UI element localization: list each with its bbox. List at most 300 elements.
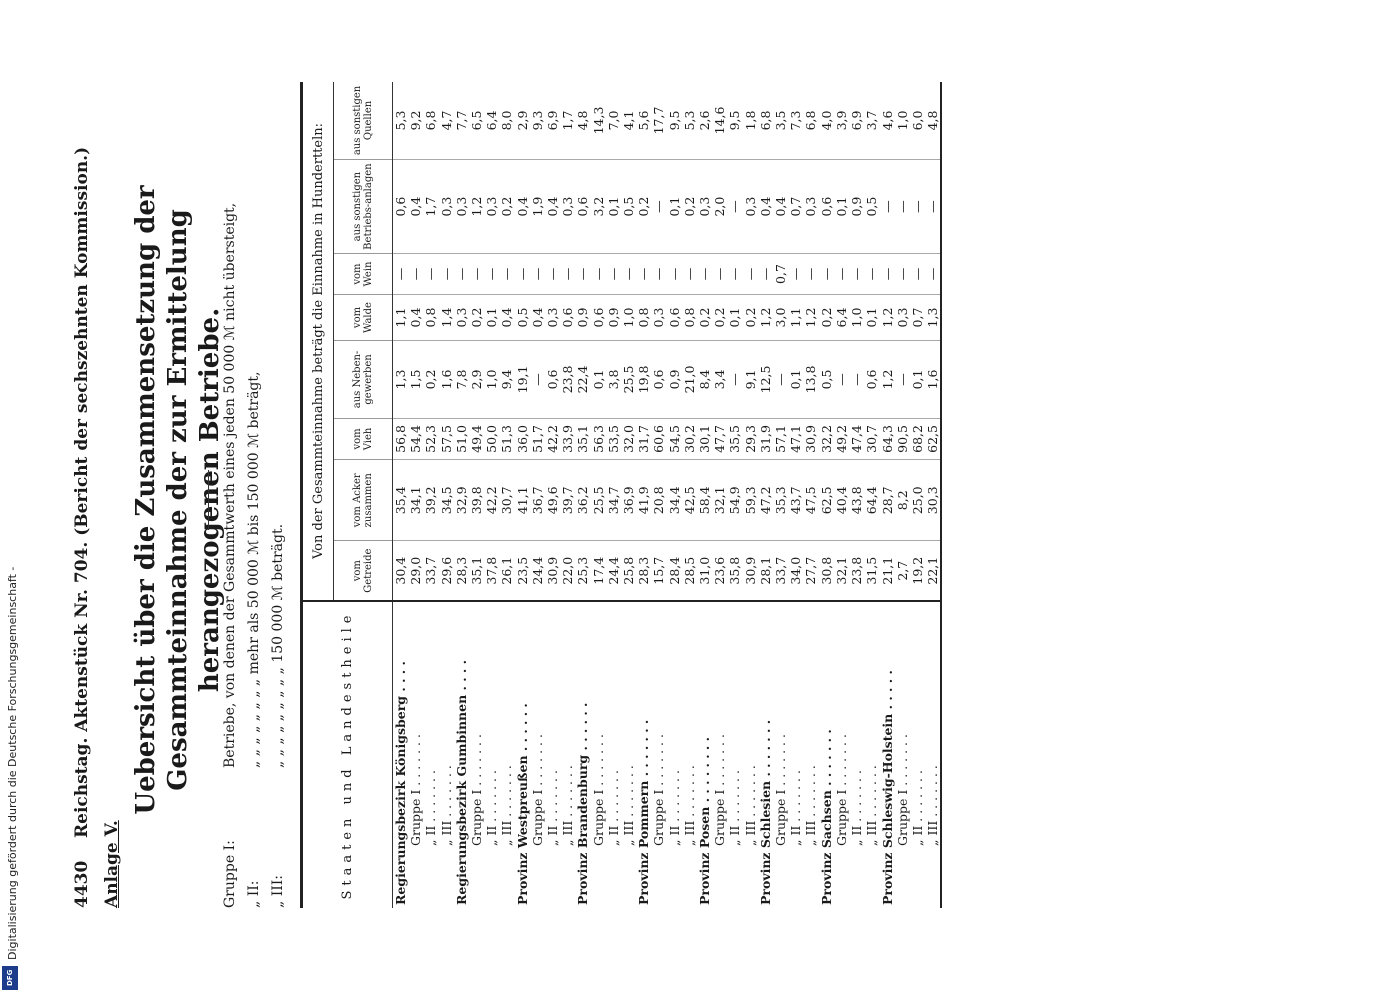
row-label — [530, 601, 545, 908]
table-row — [758, 82, 773, 908]
table-cell: 0,2 — [636, 159, 651, 253]
table-row — [621, 82, 636, 908]
table-cell: — — [788, 254, 803, 295]
table-row — [636, 82, 651, 908]
table-cell: 36,2 — [575, 460, 590, 541]
table-cell: 0,5 — [515, 294, 530, 340]
table-cell: 1,5 — [408, 341, 423, 418]
table-cell: 0,6 — [545, 341, 560, 418]
table-cell: 32,1 — [712, 460, 727, 541]
row-label — [651, 601, 666, 908]
table-cell: 2,6 — [697, 82, 712, 159]
table-cell: 34,4 — [667, 460, 682, 541]
table-cell: 0,9 — [606, 294, 621, 340]
table-cell: 51,0 — [454, 418, 469, 460]
table-row — [910, 82, 925, 908]
row-label — [423, 601, 438, 908]
table-cell: 0,4 — [545, 159, 560, 253]
table-body — [393, 82, 942, 908]
table-cell: 0,4 — [408, 294, 423, 340]
row-label-text: „ III . . . . . . . — [742, 765, 758, 846]
table-cell: 0,4 — [758, 159, 773, 253]
table-cell: 3,0 — [773, 294, 788, 340]
table-cell: 0,2 — [819, 294, 834, 340]
table-cell: — — [575, 254, 590, 295]
table-cell: 5,3 — [682, 82, 697, 159]
table-cell: 47,2 — [758, 460, 773, 541]
table-cell: — — [849, 341, 864, 418]
table-cell: 6,8 — [758, 82, 773, 159]
table-cell: — — [651, 254, 666, 295]
table-cell: 49,4 — [469, 418, 484, 460]
table-row — [575, 82, 590, 908]
row-label — [758, 601, 773, 908]
row-label — [803, 601, 818, 908]
table-cell: 30,8 — [819, 541, 834, 601]
table-cell: 0,8 — [636, 294, 651, 340]
table-cell: — — [621, 254, 636, 295]
row-label — [575, 601, 590, 908]
table-cell: 7,0 — [606, 82, 621, 159]
table-cell: 54,9 — [727, 460, 742, 541]
table-cell: 0,1 — [667, 159, 682, 253]
table-cell: 0,2 — [682, 159, 697, 253]
table-cell: 6,9 — [849, 82, 864, 159]
row-label — [636, 601, 651, 908]
table-cell: 0,1 — [788, 341, 803, 418]
table-cell: 26,1 — [499, 541, 514, 601]
table-row — [423, 82, 438, 908]
group-text: „ „ „ „ „ „ „ „ mehr als 50 000 ℳ bis 150 000 ℳ beträgt, — [246, 371, 262, 768]
table-cell: 14,6 — [712, 82, 727, 159]
table-row — [727, 82, 742, 908]
table-cell: 32,2 — [819, 418, 834, 460]
table-cell: 0,3 — [560, 159, 575, 253]
row-label — [910, 601, 925, 908]
table-cell: — — [895, 341, 910, 418]
table-cell: 32,0 — [621, 418, 636, 460]
table-cell: 2,9 — [515, 82, 530, 159]
table-cell: — — [849, 254, 864, 295]
table-cell: 28,1 — [758, 541, 773, 601]
table-cell: 31,9 — [758, 418, 773, 460]
table-cell: 34,0 — [788, 541, 803, 601]
table-cell: 0,2 — [697, 294, 712, 340]
table-cell: 6,4 — [834, 294, 849, 340]
table-cell: 30,3 — [925, 460, 941, 541]
table-cell: 0,6 — [575, 159, 590, 253]
table-row — [743, 82, 758, 908]
table-row — [925, 82, 941, 908]
table-cell: 1,6 — [925, 341, 941, 418]
table-cell: — — [408, 254, 423, 295]
table-cell: 35,1 — [469, 541, 484, 601]
column-header: vom Walde — [334, 294, 393, 340]
table-cell: 28,5 — [682, 541, 697, 601]
row-label — [408, 601, 423, 908]
table-cell: — — [895, 159, 910, 253]
table-cell: — — [393, 254, 409, 295]
table-cell: 7,8 — [454, 341, 469, 418]
row-label — [697, 601, 712, 908]
table-cell: 0,9 — [575, 294, 590, 340]
table-cell: 0,4 — [773, 159, 788, 253]
row-label-text: Provinz Posen . . . . . . . . — [697, 737, 713, 905]
table-cell: 41,1 — [515, 460, 530, 541]
table-cell: 49,6 — [545, 460, 560, 541]
row-label-text: „ II . . . . . . . — [849, 770, 865, 846]
row-label — [484, 601, 499, 908]
table-cell: 0,3 — [545, 294, 560, 340]
row-label-text: Gruppe I . . . . . . . — [833, 734, 849, 846]
table-cell: 17,4 — [591, 541, 606, 601]
table-cell: 28,7 — [880, 460, 895, 541]
row-label-text: Gruppe I . . . . . . . — [712, 734, 728, 846]
table-cell: 0,2 — [469, 294, 484, 340]
row-label-text: „ II . . . . . . . — [484, 770, 500, 846]
table-cell: 0,4 — [499, 294, 514, 340]
table-cell: 25,0 — [910, 460, 925, 541]
table-cell: 25,5 — [591, 460, 606, 541]
table-row — [393, 82, 409, 908]
table-row — [849, 82, 864, 908]
table-cell: 6,8 — [803, 82, 818, 159]
page-header — [72, 90, 92, 908]
table-cell: 1,0 — [621, 294, 636, 340]
row-label — [606, 601, 621, 908]
table-row — [560, 82, 575, 908]
table-cell: 0,1 — [606, 159, 621, 253]
table-cell: 21,0 — [682, 341, 697, 418]
group-key: „ II: — [246, 880, 262, 908]
table-cell: 17,7 — [651, 82, 666, 159]
table-cell: 56,8 — [393, 418, 409, 460]
table-cell: 52,3 — [423, 418, 438, 460]
table-cell: 32,1 — [834, 541, 849, 601]
table-cell: 0,1 — [727, 294, 742, 340]
table-cell: 34,1 — [408, 460, 423, 541]
group-definition — [242, 88, 266, 908]
table-cell: 1,1 — [788, 294, 803, 340]
table-cell: 1,3 — [925, 294, 941, 340]
group-definition — [266, 88, 290, 908]
row-label-text: Gruppe I . . . . . . . — [894, 734, 910, 846]
table-cell: 35,4 — [393, 460, 409, 541]
table-cell: — — [880, 254, 895, 295]
table-cell: 21,1 — [880, 541, 895, 601]
table-cell: 31,5 — [864, 541, 879, 601]
table-cell: — — [545, 254, 560, 295]
table-cell: 35,1 — [575, 418, 590, 460]
table-cell: 36,7 — [530, 460, 545, 541]
row-label — [864, 601, 879, 908]
table-cell: 22,1 — [925, 541, 941, 601]
table-cell: 1,2 — [880, 294, 895, 340]
table-row — [515, 82, 530, 908]
table-cell: 0,9 — [849, 159, 864, 253]
table-cell: 3,2 — [591, 159, 606, 253]
table-cell: 54,5 — [667, 418, 682, 460]
table-cell: 47,5 — [803, 460, 818, 541]
table-cell: — — [895, 254, 910, 295]
table-cell: 23,8 — [560, 341, 575, 418]
row-label-text: Gruppe I . . . . . . . — [773, 734, 789, 846]
table-cell: — — [606, 254, 621, 295]
table-row — [834, 82, 849, 908]
table-row — [667, 82, 682, 908]
table-cell: 0,1 — [864, 294, 879, 340]
table-cell: 36,9 — [621, 460, 636, 541]
table-cell: 42,5 — [682, 460, 697, 541]
table-cell: 33,7 — [773, 541, 788, 601]
table-cell: 24,4 — [530, 541, 545, 601]
table-cell: 0,6 — [591, 294, 606, 340]
table-cell: 1,2 — [803, 294, 818, 340]
table-cell: 4,8 — [575, 82, 590, 159]
row-label-text: „ II . . . . . . . — [605, 770, 621, 846]
table-cell: 0,2 — [712, 294, 727, 340]
table-cell: — — [667, 254, 682, 295]
table-cell: 1,2 — [758, 294, 773, 340]
row-label-text: Provinz Pommern . . . . . . . — [636, 719, 652, 905]
table-cell: 90,5 — [895, 418, 910, 460]
table-cell: 7,7 — [454, 82, 469, 159]
table-cell: 0,6 — [667, 294, 682, 340]
table-cell: 0,5 — [621, 159, 636, 253]
table-cell: 27,7 — [803, 541, 818, 601]
table-cell: 12,5 — [758, 341, 773, 418]
table-cell: 29,3 — [743, 418, 758, 460]
table-cell: — — [469, 254, 484, 295]
table-cell: — — [864, 254, 879, 295]
table-cell: — — [697, 254, 712, 295]
table-cell: 9,5 — [667, 82, 682, 159]
row-label-text: „ II . . . . . . . — [909, 770, 925, 846]
table-row — [454, 82, 469, 908]
table-cell: 6,9 — [545, 82, 560, 159]
row-label-text: „ II . . . . . . . — [727, 770, 743, 846]
table-cell: 53,5 — [606, 418, 621, 460]
row-label-text: „ III . . . . . . . — [621, 765, 637, 846]
row-label-text: „ III . . . . . . . — [499, 765, 515, 846]
row-label-text: Regierungsbezirk Königsberg . . . . — [393, 661, 408, 905]
table-cell: — — [454, 254, 469, 295]
table-cell: 25,8 — [621, 541, 636, 601]
table-cell: 0,7 — [788, 159, 803, 253]
appendix-label: Anlage V. — [102, 820, 122, 908]
column-header: vom Vieh — [334, 418, 393, 460]
table-row — [864, 82, 879, 908]
table-row — [697, 82, 712, 908]
table-cell: 0,6 — [393, 159, 409, 253]
table-cell: 1,9 — [530, 159, 545, 253]
table-cell: — — [439, 254, 454, 295]
row-label-text: Provinz Sachsen . . . . . . . — [818, 729, 834, 905]
table-cell: 4,0 — [819, 82, 834, 159]
table-cell: 3,9 — [834, 82, 849, 159]
page-number: 4430 — [72, 860, 92, 908]
table-cell: — — [423, 254, 438, 295]
table-row — [682, 82, 697, 908]
table-row — [712, 82, 727, 908]
table-cell: 51,7 — [530, 418, 545, 460]
table-cell: 6,0 — [910, 82, 925, 159]
table-cell: 9,3 — [530, 82, 545, 159]
column-header: vom Getreide — [334, 541, 393, 601]
row-label-text: „ III . . . . . . . — [681, 765, 697, 846]
table-cell: 8,4 — [697, 341, 712, 418]
table-row — [803, 82, 818, 908]
table-cell: 43,7 — [788, 460, 803, 541]
table-cell: 13,8 — [803, 341, 818, 418]
group-definitions — [218, 88, 290, 908]
table-cell: 33,9 — [560, 418, 575, 460]
table-row — [606, 82, 621, 908]
table-row — [651, 82, 666, 908]
table-cell: — — [758, 254, 773, 295]
row-label — [454, 601, 469, 908]
table-cell: 19,2 — [910, 541, 925, 601]
row-label — [591, 601, 606, 908]
row-label-text: „ II . . . . . . . — [788, 770, 804, 846]
column-header: vom Acker zusammen — [334, 460, 393, 541]
table-cell: 30,2 — [682, 418, 697, 460]
group-text: Betriebe, von denen der Gesammtwerth eines jeden 50 000 ℳ nicht übersteigt, — [222, 202, 238, 768]
table-cell: — — [636, 254, 651, 295]
table-cell: 47,1 — [788, 418, 803, 460]
table-cell: — — [834, 254, 849, 295]
group-definition — [218, 88, 242, 908]
row-label — [925, 601, 941, 908]
row-label — [439, 601, 454, 908]
table-cell: — — [834, 341, 849, 418]
table-cell: 0,3 — [651, 294, 666, 340]
table-cell: — — [925, 254, 941, 295]
table-cell: 51,3 — [499, 418, 514, 460]
table-cell: 42,2 — [484, 460, 499, 541]
row-label-text: Gruppe I . . . . . . . — [469, 734, 485, 846]
table-cell: 0,7 — [773, 254, 788, 295]
table-cell: 37,8 — [484, 541, 499, 601]
table-cell: — — [591, 254, 606, 295]
table-row — [408, 82, 423, 908]
funding-note: Digitalisierung gefördert durch die Deutsche Forschungsgemeinschaft - — [6, 566, 19, 960]
row-label-text: Gruppe I . . . . . . . — [529, 734, 545, 846]
table-cell: 0,6 — [819, 159, 834, 253]
table-cell: 1,2 — [880, 341, 895, 418]
row-label-text: Provinz Brandenburg . . . . . . — [575, 702, 591, 905]
table-cell: 36,0 — [515, 418, 530, 460]
table-cell: 23,6 — [712, 541, 727, 601]
table-cell: 0,6 — [651, 341, 666, 418]
title-rule — [208, 470, 209, 530]
table-cell: 0,2 — [499, 159, 514, 253]
table-cell: 31,7 — [636, 418, 651, 460]
table-cell: 5,6 — [636, 82, 651, 159]
table-cell: 0,5 — [819, 341, 834, 418]
table-cell: 1,7 — [560, 82, 575, 159]
table-cell: 68,2 — [910, 418, 925, 460]
table-cell: 1,7 — [423, 159, 438, 253]
group-key: „ III: — [270, 874, 286, 908]
table-cell: 0,4 — [515, 159, 530, 253]
row-label — [849, 601, 864, 908]
table-cell: 19,8 — [636, 341, 651, 418]
table-cell: 0,2 — [743, 294, 758, 340]
table-cell: 29,6 — [439, 541, 454, 601]
table-cell: 1,3 — [393, 341, 409, 418]
table-cell: 39,2 — [423, 460, 438, 541]
table-cell: — — [727, 254, 742, 295]
table-cell: 8,2 — [895, 460, 910, 541]
table-cell: 30,9 — [803, 418, 818, 460]
table-row — [439, 82, 454, 908]
table-row — [469, 82, 484, 908]
table-cell: 28,3 — [636, 541, 651, 601]
table-cell: — — [727, 159, 742, 253]
document-title: Uebersicht über die Zusammensetzung der Gesammteinnahme der zur Ermittelung herangezogenen Betriebe. — [131, 185, 225, 815]
row-label-text: Provinz Schleswig-Holstein . . . . . — [879, 670, 895, 905]
table-cell: 15,7 — [651, 541, 666, 601]
table-cell: 30,7 — [864, 418, 879, 460]
table-cell: 34,5 — [439, 460, 454, 541]
table-cell: 25,5 — [621, 341, 636, 418]
table-cell: 0,3 — [743, 159, 758, 253]
table-cell: 56,3 — [591, 418, 606, 460]
row-label — [545, 601, 560, 908]
table-cell: 59,3 — [743, 460, 758, 541]
table-cell: 1,0 — [849, 294, 864, 340]
row-label — [819, 601, 834, 908]
table-cell: 1,6 — [439, 341, 454, 418]
table-cell: 6,8 — [423, 82, 438, 159]
digitization-sidebar — [0, 0, 20, 1000]
table-cell: — — [773, 341, 788, 418]
group-text: „ „ „ „ „ „ „ „ „ 150 000 ℳ beträgt. — [270, 523, 286, 768]
row-label — [743, 601, 758, 908]
row-label-text: „ III . . . . . . . — [438, 765, 454, 846]
table-cell: 30,4 — [393, 541, 409, 601]
table-cell: 9,1 — [743, 341, 758, 418]
row-label-text: Gruppe I . . . . . . . — [408, 734, 424, 846]
running-heading: Reichstag. Aktenstück Nr. 704. (Bericht der sechszehnten Kommission.) — [72, 146, 92, 838]
table-cell: 0,1 — [910, 341, 925, 418]
table-cell: 35,3 — [773, 460, 788, 541]
table-cell: 3,4 — [712, 341, 727, 418]
row-label-text: „ II . . . . . . . — [423, 770, 439, 846]
row-label-text: Gruppe I . . . . . . . — [651, 734, 667, 846]
table-cell: 33,7 — [423, 541, 438, 601]
table-cell: 35,5 — [727, 418, 742, 460]
table-cell: 47,7 — [712, 418, 727, 460]
table-row — [530, 82, 545, 908]
table-cell: 35,8 — [727, 541, 742, 601]
row-label-text: Regierungsbezirk Gumbinnen . . . . — [453, 660, 469, 905]
table-cell: 5,3 — [393, 82, 409, 159]
table-cell: — — [712, 254, 727, 295]
table-cell: 3,5 — [773, 82, 788, 159]
row-label — [393, 601, 409, 908]
table-row — [895, 82, 910, 908]
row-label — [682, 601, 697, 908]
table-cell: 0,1 — [834, 159, 849, 253]
table-cell: 1,1 — [393, 294, 409, 340]
table-cell: — — [803, 254, 818, 295]
table-row — [773, 82, 788, 908]
table-cell: 0,4 — [408, 159, 423, 253]
table-cell: 20,8 — [651, 460, 666, 541]
row-label — [667, 601, 682, 908]
